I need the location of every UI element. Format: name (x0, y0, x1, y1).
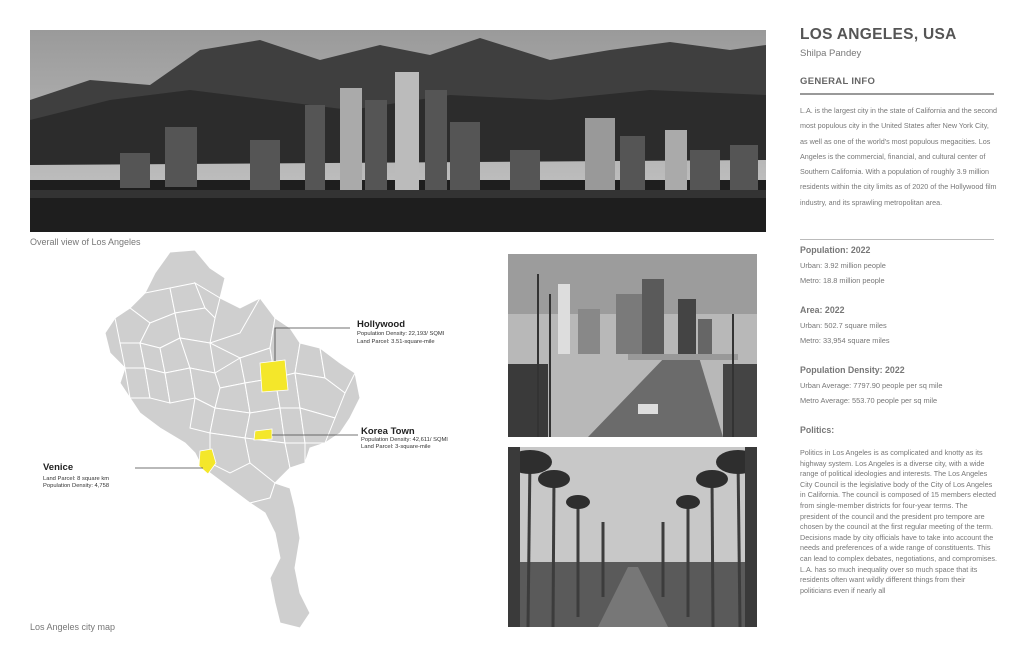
skyline-photo (30, 30, 766, 232)
skyline-caption: Overall view of Los Angeles (30, 237, 141, 247)
population-urban: Urban: 3.92 million people (800, 261, 886, 270)
la-city-map (100, 248, 400, 633)
venice-parcel: Land Parcel: 8 square km (43, 476, 110, 482)
korea-town-density: Population Density: 42,611/ SQMI (361, 437, 448, 443)
area-metro: Metro: 33,954 square miles (800, 336, 890, 345)
population-heading: Population: 2022 (800, 245, 871, 255)
hollywood-area (260, 360, 288, 392)
density-metro: Metro Average: 553.70 people per sq mile (800, 396, 938, 405)
density-urban: Urban Average: 7797.90 people per sq mile (800, 381, 943, 390)
area-urban: Urban: 502.7 square miles (800, 321, 887, 330)
population-metro: Metro: 18.8 million people (800, 276, 885, 285)
page-title: LOS ANGELES, USA (800, 26, 957, 43)
general-info-text: L.A. is the largest city in the state of California and the second most populous city in the United States after New York City, as well as one of the world's most populous megacities. Los Angeles is the commercial, financial, and cultural center of Southern California. With a population of roughly 3.9 million residents within the city limits as of 2020 of the Hollywood film industry, and its sprawling metropolitan area. (800, 106, 997, 207)
politics-text: Politics in Los Angeles is as complicated and knotty as its highway system. Los Angeles is a diverse city, with a wide range of political ideologies and interests. The Los Angeles City Council is the legislative body of the City of Los Angeles in California. The council is composed of 15 members elected from single-member districts for four-year terms. The president of the council and the president pro tempore are chosen by the council at the first regular meeting of the term. Decisions made by city officials have to take into account the needs and preferences of a wide range of constituents. This can lead to complex debates, negotiations, and compromises. L.A. has so much inequality over so much space that its residents often want wildly different things from their politicians even if nearly all (800, 448, 997, 595)
density-heading: Population Density: 2022 (800, 365, 905, 375)
author-name: Shilpa Pandey (800, 48, 862, 59)
general-info-heading: GENERAL INFO (800, 76, 876, 87)
korea-town-area (254, 429, 272, 440)
venice-label: Venice (43, 462, 74, 473)
hollywood-label: Hollywood (357, 319, 406, 330)
korea-town-parcel: Land Parcel: 3-square-mile (361, 444, 431, 450)
politics-heading: Politics: (800, 425, 835, 435)
hollywood-density: Population Density: 22,193/ SQMI (357, 331, 445, 337)
palm-avenue-photo (508, 447, 757, 627)
hollywood-parcel: Land Parcel: 3.51-square-mile (357, 339, 435, 345)
divider (800, 239, 994, 240)
map-caption: Los Angeles city map (30, 622, 116, 632)
freeway-photo (508, 254, 757, 437)
area-heading: Area: 2022 (800, 305, 845, 315)
korea-town-label: Korea Town (361, 426, 415, 437)
section-divider (800, 93, 994, 95)
venice-density: Population Density: 4,758 (43, 483, 110, 489)
